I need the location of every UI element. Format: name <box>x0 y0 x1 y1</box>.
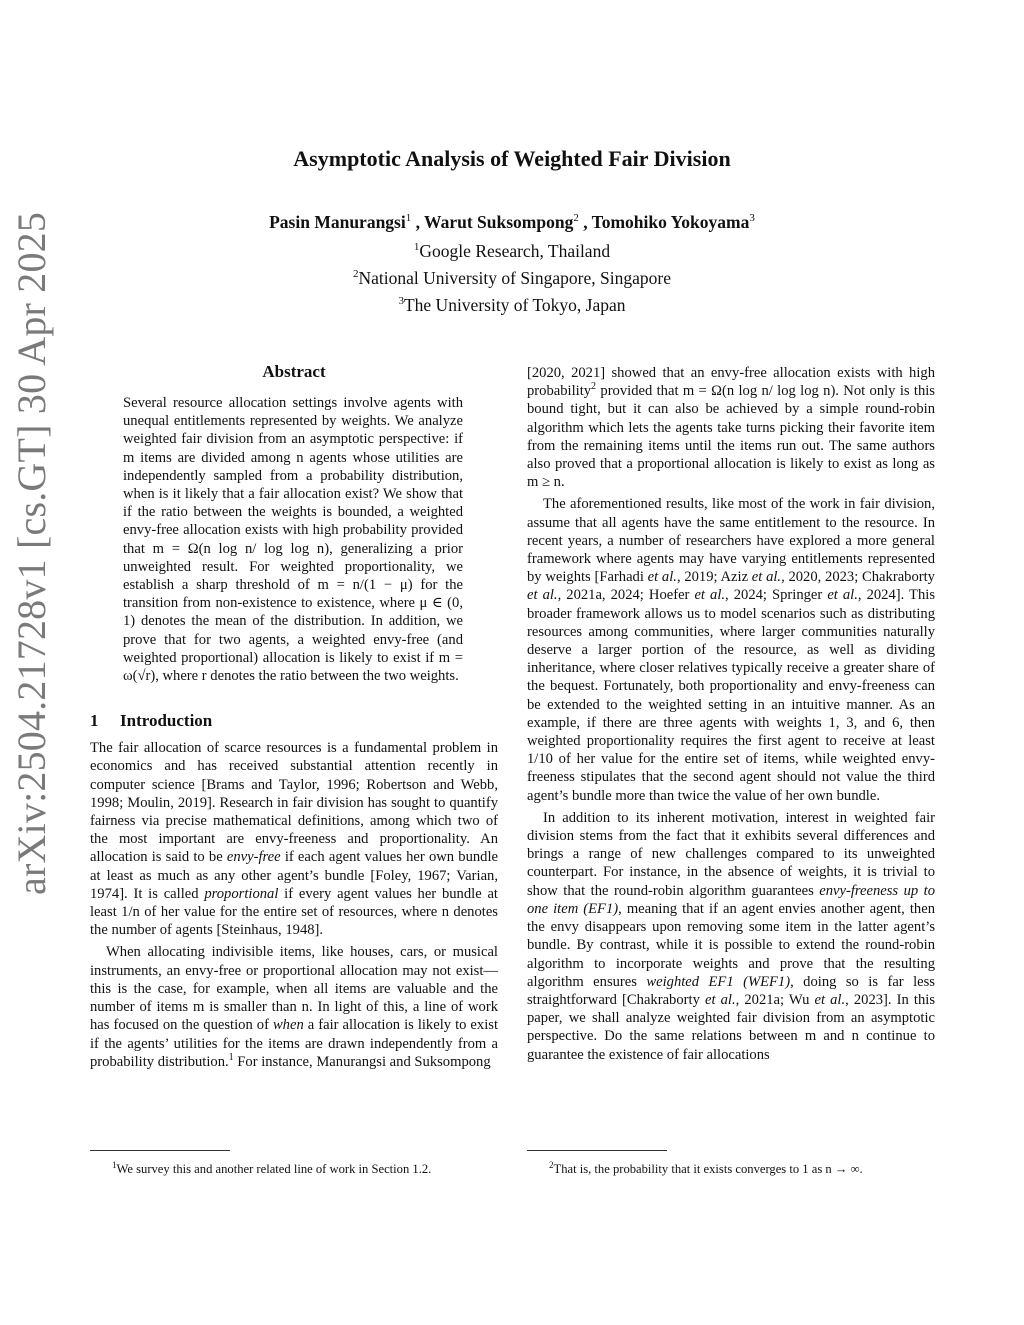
author-list <box>0 203 1024 237</box>
affiliation <box>0 290 1024 317</box>
text-run: if every agent values her bundle at least 1/n of her value for the entire set of resources, where n denotes the number of agents [Steinhaus, 1948]. <box>90 885 498 939</box>
intro-paragraph-2 <box>90 943 498 1070</box>
text-run: For instance, Manurangsi and Suksompong <box>233 1053 491 1070</box>
text-run: , 2024]. This broader framework allows us to model scenarios such as distributing resources among communities, where larger communities naturally deserve a larger portion of the resource, as well as dividing inheritance, where closer relatives typically receive a greater share of the bequest. Fortunately, both proportionality and envy-freeness can be extended to the weighted setting in an intuitive manner. As an example, if there are three agents with weights 1, 3, and 6, then weighted proportionality requires the first agent to receive at least 1/10 of her value for the entire set of items, while weighted envy-freeness stipulates that the second agent should not value the third agent’s bundle more than twice the value of her own bundle. <box>527 587 935 804</box>
paper-title: Asymptotic Analysis of Weighted Fair Division <box>293 146 731 171</box>
author-separator: , <box>578 211 592 232</box>
text-run: , 2021a; Wu <box>735 991 815 1008</box>
section-heading-introduction <box>90 709 498 733</box>
intro-paragraph-1 <box>90 739 498 939</box>
emphasis: et al. <box>814 991 846 1008</box>
author-separator: , <box>411 211 425 232</box>
author-name: Tomohiko Yokoyama <box>591 211 750 232</box>
author-name: Pasin Manurangsi <box>269 211 406 232</box>
affiliation-list <box>0 236 1024 316</box>
emphasis: envy-freeness up to one item (EF1) <box>527 882 935 917</box>
footnote-mark: 2 <box>549 1160 554 1170</box>
footnote-text <box>90 1157 498 1177</box>
emphasis: envy-free <box>226 849 281 866</box>
text-run: [2020, 2021] showed that an envy-free allocation exists with high probability <box>527 365 935 400</box>
text-run: The aforementioned results, like most of the work in fair division, assume that all agents have the same entitlement to the resource. In recent years, a number of researchers have explored a more general framework where agents may have varying entitlements represented by weights [Farhadi <box>527 496 935 586</box>
footnote-left <box>90 1150 498 1177</box>
text-run: The fair allocation of scarce resources is a fundamental problem in economics and has received substantial attention recently in computer science [Brams and Taylor, 1996; Robertson and Webb, 1998; Moulin, 2019]. Research in fair division has sought to quantify fairness via precise mathematical definitions, among which two of the most important are envy-freeness and proportionality. An allocation is said to be <box>90 740 498 866</box>
footnote-rule <box>90 1150 230 1151</box>
arxiv-identifier-stamp: arXiv:2504.21728v1 [cs.GT] 30 Apr 2025 <box>9 211 54 895</box>
text-run: if each agent values her own bundle at least as much as any other agent’s bundle [Foley, 1967; Varian, 1974]. It is called <box>90 849 498 902</box>
text-run: , meaning that if an agent envies another agent, then the envy disappears upon removing some item in the latter agent’s bundle. By contrast, while it is possible to extend the round-robin algorithm to incorporate weights and prove that the resulting algorithm ensures <box>527 900 935 990</box>
right-paragraph-2 <box>527 495 935 804</box>
footnote-right <box>527 1150 935 1177</box>
emphasis: weighted EF1 (WEF1) <box>646 973 791 990</box>
abstract-heading: Abstract <box>262 362 326 381</box>
author-affil-mark: 3 <box>749 212 755 224</box>
text-run: provided that m = Ω(n log n/ log log n). Not only is this bound tight, but it can also be achieved by a simple round-robin algorithm which lets the agents take turns picking their favorite item from the remaining items until the items run out. The same authors also proved that a proportional allocation is likely to exist as long as m ≥ n. <box>527 383 935 491</box>
footnote-mark: 1 <box>112 1160 117 1170</box>
footnote-marker[interactable]: 2 <box>591 381 597 393</box>
text-run: , 2021a, 2024; Hoefer <box>557 587 695 604</box>
affiliation-text: National University of Singapore, Singapore <box>358 267 671 288</box>
emphasis: et al. <box>527 587 558 604</box>
right-paragraph-3 <box>527 809 935 1064</box>
affiliation <box>0 236 1024 263</box>
affiliation-text: The University of Tokyo, Japan <box>403 294 626 315</box>
section-number: 1 <box>90 711 99 731</box>
affiliation-text: Google Research, Thailand <box>419 240 611 261</box>
emphasis: proportional <box>204 885 279 902</box>
author-name: Warut Suksompong <box>424 211 574 232</box>
text-run: a fair allocation is likely to exist if the agents’ utilities for the items are drawn independently from a probability distribution. <box>90 1017 498 1070</box>
text-run: , 2019; Aziz <box>676 569 752 586</box>
text-run: , 2020, 2023; Chakraborty <box>781 569 935 586</box>
text-run: When allocating indivisible items, like houses, cars, or musical instruments, an envy-free or proportional allocation may not exist—this is the case, for example, when all items are valuable and the number of items m is smaller than n. In light of this, a line of work has focused on the question of <box>90 944 498 1034</box>
affiliation-mark: 2 <box>352 267 359 280</box>
affiliation-mark: 1 <box>413 241 420 253</box>
emphasis: when <box>272 1017 304 1034</box>
affiliation-mark: 3 <box>398 294 404 307</box>
footnote-rule <box>527 1150 667 1151</box>
text-run: , doing so is far less straightforward [Chakraborty <box>527 973 935 1008</box>
text-run: , 2023]. In this paper, we shall analyze weighted fair division from an asymptotic perspective. Do the same relations between m and n continue to guarantee the existence of fair allocations <box>527 991 935 1063</box>
emphasis: et al. <box>827 587 858 604</box>
abstract-text: Several resource allocation settings involve agents with unequal entitlements represented by weights. We analyze weighted fair division from an asymptotic perspective: if m items are divided among n agents whose utilities are independently sampled from a probability distribution, when is it likely that a fair allocation exist? We show that if the ratio between the weights is bounded, a weighted envy-free allocation exists with high probability provided that m = Ω(n log n/ log log n), generalizing a prior unweighted result. For weighted proportionality, we establish a sharp threshold of m = n/(1 − μ) for the transition from non-existence to existence, where μ ∈ (0, 1) denotes the mean of the distribution. In addition, we prove that for two agents, a weighted envy-free (and weighted proportional) allocation is likely to exist if m = ω(√r), where r denotes the ratio between the two weights. <box>123 395 463 685</box>
right-column <box>527 364 935 1068</box>
footnote-body: We survey this and another related line of work in Section 1.2. <box>116 1162 432 1177</box>
emphasis: et al. <box>704 991 736 1008</box>
text-run: , 2024; Springer <box>725 587 828 604</box>
emphasis: et al. <box>751 569 782 586</box>
section-title: Introduction <box>120 711 213 731</box>
author-affil-mark: 1 <box>405 212 412 224</box>
emphasis: et al. <box>647 569 677 586</box>
emphasis: et al. <box>694 587 726 604</box>
footnote-body: That is, the probability that it exists converges to 1 as n → ∞. <box>553 1162 863 1177</box>
right-paragraph-1 <box>527 364 935 491</box>
left-column <box>90 358 498 1075</box>
affiliation <box>0 263 1024 290</box>
author-affil-mark: 2 <box>573 212 579 224</box>
footnote-text <box>527 1157 935 1177</box>
footnote-marker[interactable]: 1 <box>228 1051 234 1063</box>
text-run: In addition to its inherent motivation, interest in weighted fair division stems from the fact that it exhibits several differences and brings a range of new challenges compared to its unweighted counterpart. For instance, in the absence of weights, it is trivial to show that the round-robin algorithm guarantees <box>527 809 935 899</box>
